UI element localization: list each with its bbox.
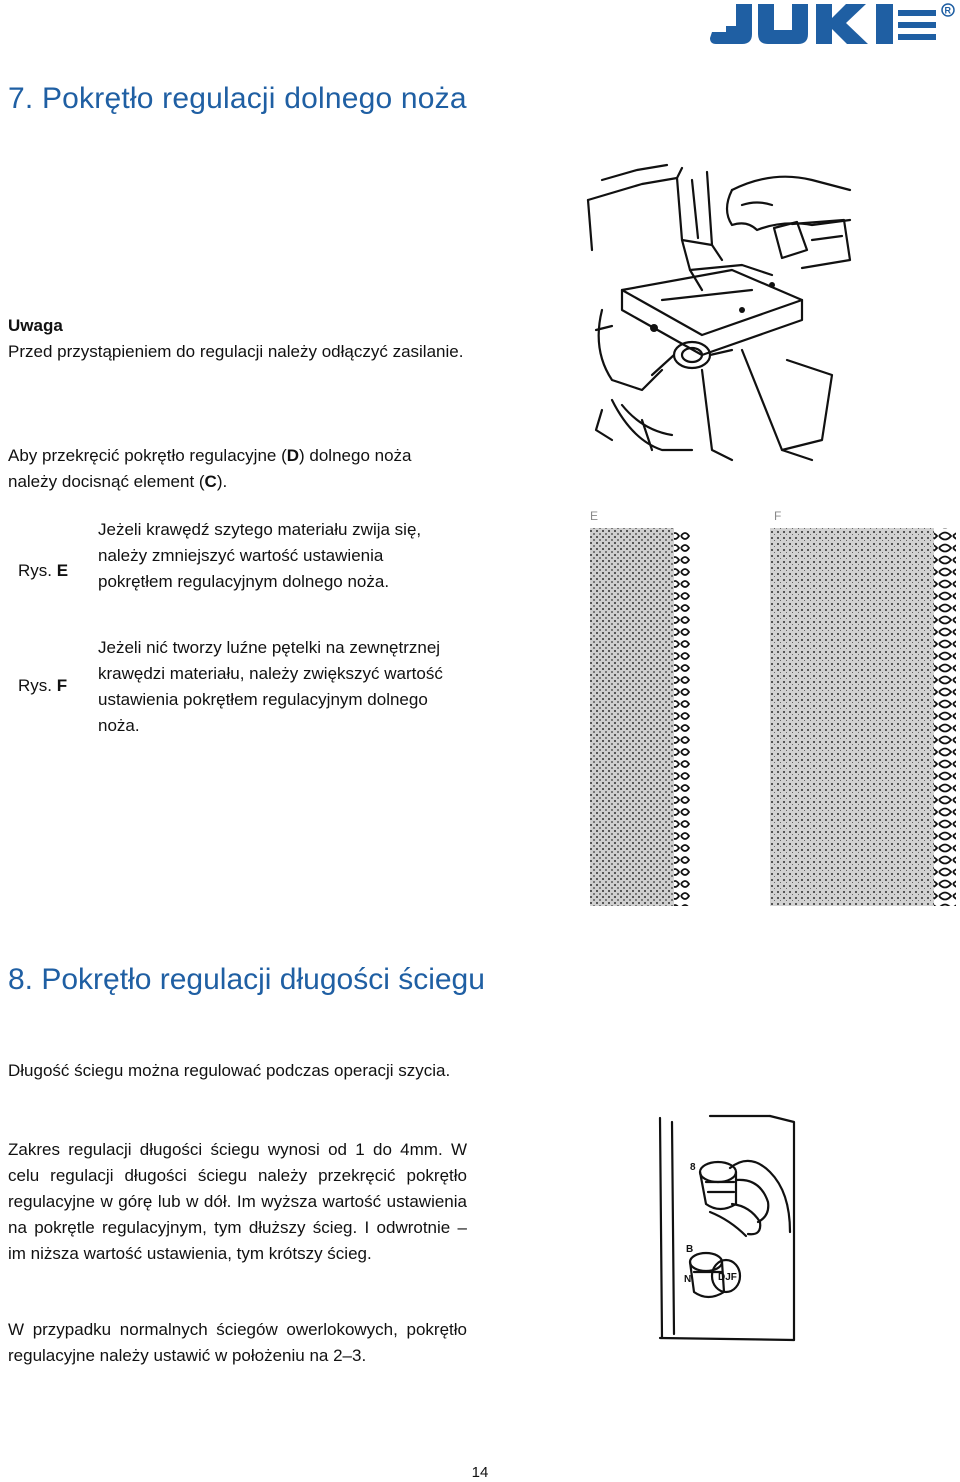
rys-e-letter: E (56, 561, 69, 580)
svg-text:B: B (686, 1244, 694, 1255)
intro-line-1 (8, 443, 478, 469)
svg-text:N: N (684, 1274, 692, 1285)
rys-e-label (18, 561, 68, 581)
svg-text:8: 8 (690, 1162, 696, 1173)
rys-f-label (18, 676, 67, 696)
section-8-paragraph-1: Długość ściegu można regulować podczas operacji szycia. (8, 1061, 451, 1080)
section-8-paragraph-2: Zakres regulacji długości ściegu wynosi od 1 do 4mm. W celu regulacji długości ściegu należy przekręcić pokrętło regulacyjne w górę lub w dół. Im wyższa wartość ustawienia na pokrętle regulacyjnym, tym dłuższy ścieg. I odwrotnie – im niższa wartość ustawienia, tym krótszy ścieg. (8, 1140, 467, 1263)
juki-logo (708, 2, 956, 46)
note-text: Przed przystąpieniem do regulacji należy odłączyć zasilanie. (8, 342, 464, 361)
knife-adjustment-illustration (582, 150, 854, 480)
figure-f-label: F (774, 509, 782, 523)
note-title: Uwaga (8, 316, 63, 335)
section-8-title: 8. Pokrętło regulacji długości ściegu (8, 963, 485, 996)
intro-letter-c: C (204, 472, 217, 491)
intro-text-c: ) dolnego noża (299, 446, 412, 465)
rys-f-text: Jeżeli nić tworzy luźne pętelki na zewnętrznej krawędzi materiału, należy zwiększyć wartość ustawienia pokrętłem regulacyjnym dolnego noża. (98, 638, 443, 735)
stitch-length-dial-illustration (650, 1112, 798, 1344)
intro2-text-a: należy docisnąć element ( (8, 472, 205, 491)
rys-e-prefix: Rys. (18, 561, 52, 580)
intro-line-2 (8, 469, 478, 495)
rys-e-text: Jeżeli krawędź szytego materiału zwija się, należy zmniejszyć wartość ustawienia pokrętłem regulacyjnym dolnego noża. (98, 520, 422, 591)
svg-text:R: R (944, 5, 951, 16)
intro2-text-c: ). (216, 472, 228, 491)
rys-f-letter: F (56, 676, 68, 695)
section-8-paragraph-3: W przypadku normalnych ściegów owerlokowych, pokrętło regulacyjne należy ustawić w położeniu na 2–3. (8, 1320, 467, 1365)
rys-f-prefix: Rys. (18, 676, 52, 695)
stitch-figure-e (590, 506, 730, 906)
intro-letter-d: D (286, 446, 300, 465)
page-number: 14 (471, 1464, 489, 1481)
figure-e-label: E (590, 509, 599, 523)
stitch-figure-f (770, 506, 960, 906)
svg-text:DJF: DJF (718, 1272, 737, 1283)
section-7-title: 7. Pokrętło regulacji dolnego noża (8, 82, 467, 115)
intro-text-a: Aby przekręcić pokrętło regulacyjne ( (8, 446, 287, 465)
